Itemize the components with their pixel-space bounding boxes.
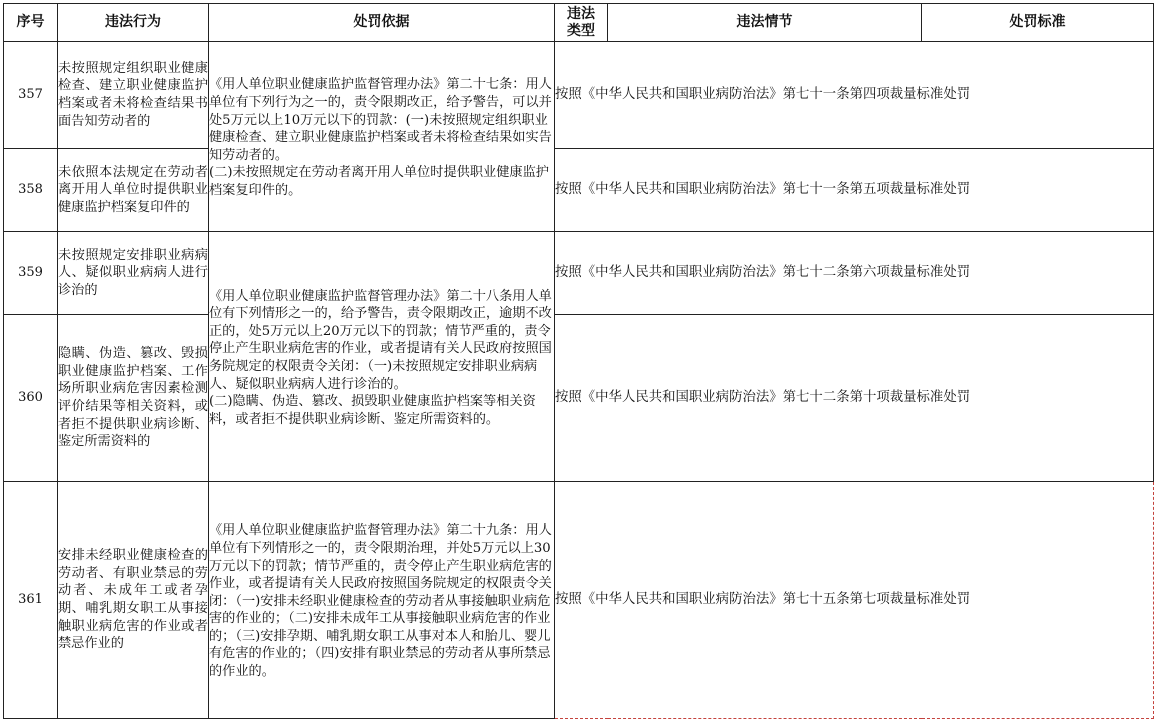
table-row (4, 42, 1154, 149)
header-basis: 处罚依据 (209, 4, 555, 42)
basis-item: (二)隐瞒、伪造、篡改、损毁职业健康监护档案等相关资料，或者拒不提供职业病诊断、鉴定所需资料的。 (209, 394, 536, 427)
penalty-basis (209, 232, 555, 482)
basis-text: 《用人单位职业健康监护监督管理办法》第二十八条用人单位有下列情形之一的，给予警告，责令限期改正，逾期不改正的，处5万元以上20万元以下的罚款；情节严重的，责令停止产生职业病危害的作业，或者提请有关人民政府按照国务院规定的权限责令关闭：（一)未按照规定安排职业病病人、疑似职业病病人进行诊治的。 (209, 288, 552, 392)
header-circumstance: 违法情节 (608, 4, 922, 42)
row-number: 358 (4, 149, 58, 232)
basis-text: 《用人单位职业健康监护监督管理办法》第二十七条：用人单位有下列行为之一的，责令限期改正，给予警告，可以并处5万元以上10万元以下的罚款：(一)未按照规定组织职业健康检查、建立职业健康监护档案或者未将检查结果如实告知劳动者的。 (209, 77, 552, 163)
penalty-standard: 按照《中华人民共和国职业病防治法》第七十二条第六项裁量标准处罚 (555, 232, 1154, 315)
violation-act: 安排未经职业健康检查的劳动者、有职业禁忌的劳动者、未成年工或者孕期、哺乳期女职工从事接触职业病危害的作业或者禁忌作业的 (58, 482, 209, 719)
table-row (4, 482, 1154, 719)
header-type (555, 4, 608, 42)
header-type-line2: 类型 (567, 22, 595, 39)
penalty-standard: 按照《中华人民共和国职业病防治法》第七十五条第七项裁量标准处罚 (555, 482, 1154, 719)
basis-text: 《用人单位职业健康监护监督管理办法》第二十九条：用人单位有下列情形之一的，责令限期治理，并处5万元以上30万元以下的罚款；情节严重的，责令停止产生职业病危害的作业，或者提请有关人民政府按照国务院规定的权限责令关闭：（一)安排未经职业健康检查的劳动者从事接触职业病危害的作业的；（二)安排未成年工从事接触职业病危害的作业的；（三)安排孕期、哺乳期女职工从事对本人和胎儿、婴儿有危害的作业的；（四)安排有职业禁忌的劳动者从事所禁忌的作业的。 (209, 523, 552, 680)
penalty-standard: 按照《中华人民共和国职业病防治法》第七十一条第五项裁量标准处罚 (555, 149, 1154, 232)
row-number: 361 (4, 482, 58, 719)
header-seq: 序号 (4, 4, 58, 42)
header-act: 违法行为 (58, 4, 209, 42)
violation-act: 未按照规定组织职业健康检查、建立职业健康监护档案或者未将检查结果书面告知劳动者的 (58, 42, 209, 149)
violation-act: 隐瞒、伪造、篡改、毁损职业健康监护档案、工作场所职业病危害因素检测评价结果等相关资料，或者拒不提供职业病诊断、鉴定所需资料的 (58, 315, 209, 482)
penalty-basis (209, 42, 555, 232)
row-number: 359 (4, 232, 58, 315)
basis-item: (二)未按照规定在劳动者离开用人单位时提供职业健康监护档案复印件的。 (209, 165, 549, 198)
header-row (4, 4, 1154, 42)
row-number: 360 (4, 315, 58, 482)
penalty-basis (209, 482, 555, 719)
table-row (4, 315, 1154, 482)
violation-act: 未按照规定安排职业病病人、疑似职业病病人进行诊治的 (58, 232, 209, 315)
penalty-standard: 按照《中华人民共和国职业病防治法》第七十一条第四项裁量标准处罚 (555, 42, 1154, 149)
penalty-table (3, 3, 1154, 719)
violation-act: 未依照本法规定在劳动者离开用人单位时提供职业健康监护档案复印件的 (58, 149, 209, 232)
table-row (4, 149, 1154, 232)
table-row (4, 232, 1154, 315)
header-standard: 处罚标准 (922, 4, 1154, 42)
header-type-line1: 违法 (567, 5, 595, 22)
penalty-standard: 按照《中华人民共和国职业病防治法》第七十二条第十项裁量标准处罚 (555, 315, 1154, 482)
row-number: 357 (4, 42, 58, 149)
